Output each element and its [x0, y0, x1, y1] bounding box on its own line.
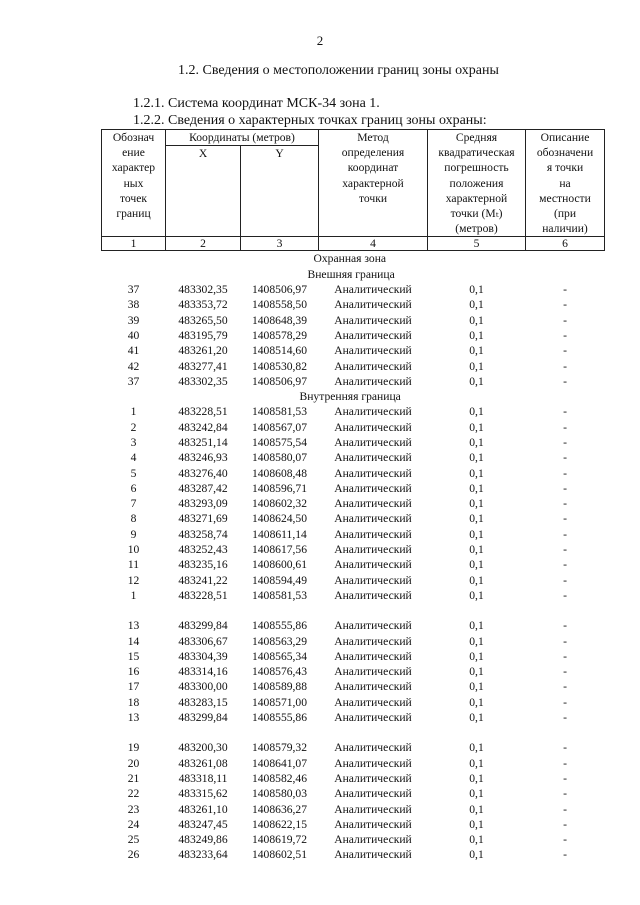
- point-number-cell: 8: [130, 512, 137, 526]
- coord-x-cell: 483299,84: [178, 711, 228, 725]
- method-cell: Аналитический: [334, 405, 412, 419]
- mean-error-cell: 0,1: [469, 558, 484, 572]
- mean-error-cell: 0,1: [469, 787, 484, 801]
- point-number-cell: 13: [127, 619, 140, 633]
- mean-error-cell: 0,1: [469, 313, 484, 327]
- description-cell: -: [563, 283, 567, 297]
- coord-x-cell: 483195,79: [178, 328, 228, 342]
- description-cell: -: [563, 833, 567, 847]
- point-number-cell: 1: [130, 588, 137, 602]
- coord-x-cell: 483276,40: [178, 466, 228, 480]
- column-number: 6: [526, 237, 605, 251]
- point-number-cell: 42: [127, 359, 140, 373]
- table-row: [102, 847, 605, 862]
- coord-x-cell: 483235,16: [178, 558, 228, 572]
- mean-error-cell: 0,1: [469, 481, 484, 495]
- coord-x-cell: 483314,16: [178, 665, 228, 679]
- description-cell: -: [563, 344, 567, 358]
- coord-x-cell: 483306,67: [178, 634, 228, 648]
- description-cell: -: [563, 328, 567, 342]
- point-number-cell: 2: [130, 420, 137, 434]
- description-cell: -: [563, 771, 567, 785]
- zone-title-row: [102, 251, 605, 267]
- description-cell: -: [563, 711, 567, 725]
- column-number: 3: [241, 237, 319, 251]
- coord-y-cell: 1408579,32: [251, 741, 308, 755]
- table-row: [102, 435, 605, 450]
- outer-boundary-title: Внешняя граница: [307, 267, 395, 281]
- coord-x-cell: 483299,84: [178, 619, 228, 633]
- method-cell: Аналитический: [334, 848, 412, 862]
- table-row: [102, 557, 605, 572]
- point-number-cell: 6: [130, 481, 137, 495]
- header-description: Описание обозначени я точки на местности (при наличии): [526, 130, 605, 237]
- coord-y-cell: 1408506,97: [251, 374, 308, 388]
- coord-x-cell: 483261,08: [178, 756, 228, 770]
- coord-y-cell: 1408596,71: [251, 481, 308, 495]
- method-cell: Аналитический: [334, 283, 412, 297]
- coord-x-cell: 483271,69: [178, 512, 228, 526]
- coord-x-cell: 483228,51: [178, 588, 228, 602]
- coord-y-cell: 1408636,27: [251, 802, 308, 816]
- coord-y-cell: 1408581,53: [251, 405, 308, 419]
- mean-error-cell: 0,1: [469, 435, 484, 449]
- mean-error-cell: 0,1: [469, 405, 484, 419]
- table-row: [102, 542, 605, 557]
- method-cell: Аналитический: [334, 298, 412, 312]
- group-spacer: [102, 725, 605, 740]
- method-cell: Аналитический: [334, 588, 412, 602]
- point-number-cell: 22: [127, 787, 140, 801]
- point-number-cell: 37: [127, 283, 140, 297]
- mean-error-cell: 0,1: [469, 344, 484, 358]
- mean-error-cell: 0,1: [469, 543, 484, 557]
- table-row: [102, 634, 605, 649]
- point-number-cell: 16: [127, 665, 140, 679]
- coord-x-cell: 483293,09: [178, 497, 228, 511]
- table-row: [102, 710, 605, 725]
- coord-x-cell: 483242,84: [178, 420, 228, 434]
- coord-x-cell: 483200,30: [178, 741, 228, 755]
- method-cell: Аналитический: [334, 665, 412, 679]
- description-cell: -: [563, 756, 567, 770]
- method-cell: Аналитический: [334, 313, 412, 327]
- table-row: [102, 282, 605, 297]
- coord-x-cell: 483353,72: [178, 298, 228, 312]
- description-cell: -: [563, 634, 567, 648]
- method-cell: Аналитический: [334, 497, 412, 511]
- mean-error-cell: 0,1: [469, 573, 484, 587]
- description-cell: -: [563, 649, 567, 663]
- mean-error-cell: 0,1: [469, 649, 484, 663]
- header-x: X: [166, 146, 241, 237]
- coord-x-cell: 483300,00: [178, 680, 228, 694]
- point-number-cell: 7: [130, 497, 137, 511]
- coord-y-cell: 1408648,39: [251, 313, 308, 327]
- method-cell: Аналитический: [334, 527, 412, 541]
- mean-error-cell: 0,1: [469, 283, 484, 297]
- coord-y-cell: 1408565,34: [251, 649, 308, 663]
- coord-y-cell: 1408575,54: [251, 435, 308, 449]
- coord-x-cell: 483251,14: [178, 435, 228, 449]
- coord-y-cell: 1408580,03: [251, 787, 308, 801]
- coord-y-cell: 1408581,53: [251, 588, 308, 602]
- coord-x-cell: 483247,45: [178, 817, 228, 831]
- description-cell: -: [563, 466, 567, 480]
- mean-error-cell: 0,1: [469, 634, 484, 648]
- coord-y-cell: 1408558,50: [251, 298, 308, 312]
- point-number-cell: 17: [127, 680, 140, 694]
- point-number-cell: 39: [127, 313, 140, 327]
- table-row: [102, 359, 605, 374]
- coord-y-cell: 1408611,14: [252, 527, 307, 541]
- coord-y-cell: 1408641,07: [251, 756, 308, 770]
- method-cell: Аналитический: [334, 420, 412, 434]
- table-row: [102, 404, 605, 419]
- coord-y-cell: 1408617,56: [251, 543, 308, 557]
- description-cell: -: [563, 665, 567, 679]
- description-cell: -: [563, 435, 567, 449]
- point-number-cell: 9: [130, 527, 137, 541]
- coord-y-cell: 1408567,07: [251, 420, 308, 434]
- table-row: [102, 664, 605, 679]
- table-row: [102, 466, 605, 481]
- coord-y-cell: 1408514,60: [251, 344, 308, 358]
- point-number-cell: 24: [127, 817, 140, 831]
- coord-y-cell: 1408580,07: [251, 451, 308, 465]
- subsection-characteristic-points: 1.2.2. Сведения о характерных точках границ зоны охраны:: [133, 113, 487, 128]
- coord-y-cell: 1408600,61: [251, 558, 308, 572]
- mean-error-cell: 0,1: [469, 588, 484, 602]
- coord-x-cell: 483315,62: [178, 787, 228, 801]
- point-number-cell: 4: [130, 451, 137, 465]
- table-row: [102, 817, 605, 832]
- method-cell: Аналитический: [334, 771, 412, 785]
- coord-y-cell: 1408622,15: [251, 817, 308, 831]
- coord-y-cell: 1408589,88: [251, 680, 308, 694]
- coord-y-cell: 1408624,50: [251, 512, 308, 526]
- column-number: 4: [319, 237, 428, 251]
- method-cell: Аналитический: [334, 833, 412, 847]
- table-row: [102, 527, 605, 542]
- header-point-designation: Обознач ение характер ных точек границ: [102, 130, 166, 237]
- point-number-cell: 5: [130, 466, 137, 480]
- table-row: [102, 343, 605, 358]
- table-row: [102, 786, 605, 801]
- description-cell: -: [563, 817, 567, 831]
- coord-x-cell: 483261,10: [178, 802, 228, 816]
- coord-y-cell: 1408576,43: [251, 665, 308, 679]
- mean-error-cell: 0,1: [469, 848, 484, 862]
- table-row: [102, 649, 605, 664]
- description-cell: -: [563, 588, 567, 602]
- subsection-coordinate-system: 1.2.1. Система координат МСК-34 зона 1.: [133, 96, 380, 111]
- column-number: 5: [428, 237, 526, 251]
- point-number-cell: 25: [127, 833, 140, 847]
- table-row: [102, 328, 605, 343]
- mean-error-cell: 0,1: [469, 695, 484, 709]
- table-row: [102, 481, 605, 496]
- method-cell: Аналитический: [334, 787, 412, 801]
- mean-error-cell: 0,1: [469, 298, 484, 312]
- coord-x-cell: 483252,43: [178, 543, 228, 557]
- mean-error-cell: 0,1: [469, 374, 484, 388]
- point-number-cell: 18: [127, 695, 140, 709]
- description-cell: -: [563, 802, 567, 816]
- method-cell: Аналитический: [334, 466, 412, 480]
- mean-error-cell: 0,1: [469, 741, 484, 755]
- mean-error-cell: 0,1: [469, 359, 484, 373]
- coord-x-cell: 483283,15: [178, 695, 228, 709]
- description-cell: -: [563, 558, 567, 572]
- table-row: [102, 511, 605, 526]
- table-row: [102, 420, 605, 435]
- coord-y-cell: 1408530,82: [251, 359, 308, 373]
- table-row: [102, 496, 605, 511]
- method-cell: Аналитический: [334, 558, 412, 572]
- mean-error-cell: 0,1: [469, 756, 484, 770]
- group-spacer-cell: [102, 725, 605, 740]
- description-cell: -: [563, 741, 567, 755]
- description-cell: -: [563, 298, 567, 312]
- zone-title: Охранная зона: [313, 252, 387, 266]
- method-cell: Аналитический: [334, 328, 412, 342]
- coord-x-cell: 483287,42: [178, 481, 228, 495]
- coord-x-cell: 483258,74: [178, 527, 228, 541]
- mean-error-cell: 0,1: [469, 451, 484, 465]
- coord-x-cell: 483318,11: [178, 771, 228, 785]
- mean-error-cell: 0,1: [469, 833, 484, 847]
- method-cell: Аналитический: [334, 344, 412, 358]
- table-row: [102, 618, 605, 633]
- method-cell: Аналитический: [334, 817, 412, 831]
- point-number-cell: 21: [127, 771, 140, 785]
- table-row: [102, 802, 605, 817]
- coord-x-cell: 483228,51: [178, 405, 228, 419]
- method-cell: Аналитический: [334, 802, 412, 816]
- description-cell: -: [563, 451, 567, 465]
- coord-y-cell: 1408555,86: [251, 711, 308, 725]
- table-row: [102, 740, 605, 755]
- method-cell: Аналитический: [334, 481, 412, 495]
- method-cell: Аналитический: [334, 435, 412, 449]
- coord-x-cell: 483241,22: [178, 573, 228, 587]
- method-cell: Аналитический: [334, 619, 412, 633]
- method-cell: Аналитический: [334, 543, 412, 557]
- table-row: [102, 297, 605, 312]
- method-cell: Аналитический: [334, 573, 412, 587]
- coord-y-cell: 1408594,49: [251, 573, 308, 587]
- table-row: [102, 573, 605, 588]
- coord-x-cell: 483304,39: [178, 649, 228, 663]
- method-cell: Аналитический: [334, 695, 412, 709]
- method-cell: Аналитический: [334, 649, 412, 663]
- method-cell: Аналитический: [334, 374, 412, 388]
- coord-y-cell: 1408571,00: [251, 695, 308, 709]
- header-y: Y: [241, 146, 319, 237]
- description-cell: -: [563, 359, 567, 373]
- table-row: [102, 374, 605, 389]
- description-cell: -: [563, 695, 567, 709]
- table-row: [102, 695, 605, 710]
- point-number-cell: 23: [127, 802, 140, 816]
- mean-error-cell: 0,1: [469, 802, 484, 816]
- inner-boundary-title-row: [102, 389, 605, 404]
- mean-error-cell: 0,1: [469, 328, 484, 342]
- description-cell: -: [563, 527, 567, 541]
- coord-y-cell: 1408563,29: [251, 634, 308, 648]
- description-cell: -: [563, 619, 567, 633]
- description-cell: -: [563, 787, 567, 801]
- table-header-row: [102, 130, 605, 146]
- table-row: [102, 679, 605, 694]
- description-cell: -: [563, 313, 567, 327]
- method-cell: Аналитический: [334, 741, 412, 755]
- mean-error-cell: 0,1: [469, 619, 484, 633]
- description-cell: -: [563, 497, 567, 511]
- point-number-cell: 19: [127, 741, 140, 755]
- description-cell: -: [563, 374, 567, 388]
- point-number-cell: 11: [127, 558, 140, 572]
- header-mean-error: Средняя квадратическая погрешность положения характерной точки (Mₜ) (метров): [428, 130, 526, 237]
- method-cell: Аналитический: [334, 451, 412, 465]
- table-row: [102, 832, 605, 847]
- point-number-cell: 20: [127, 756, 140, 770]
- header-coordinates-group: Координаты (метров): [166, 130, 319, 146]
- point-number-cell: 37: [127, 374, 140, 388]
- coord-y-cell: 1408578,29: [251, 328, 308, 342]
- coord-y-cell: 1408602,51: [251, 848, 308, 862]
- header-method: Метод определения координат характерной точки: [319, 130, 428, 237]
- method-cell: Аналитический: [334, 359, 412, 373]
- point-number-cell: 10: [127, 543, 140, 557]
- point-number-cell: 14: [127, 634, 140, 648]
- description-cell: -: [563, 420, 567, 434]
- method-cell: Аналитический: [334, 680, 412, 694]
- section-heading: 1.2. Сведения о местоположении границ зоны охраны: [178, 63, 499, 78]
- description-cell: -: [563, 680, 567, 694]
- table-row: [102, 771, 605, 786]
- description-cell: -: [563, 405, 567, 419]
- coord-x-cell: 483302,35: [178, 283, 228, 297]
- point-number-cell: 26: [127, 848, 140, 862]
- mean-error-cell: 0,1: [469, 665, 484, 679]
- column-number: 2: [166, 237, 241, 251]
- column-number-row: [102, 237, 605, 251]
- description-cell: -: [563, 848, 567, 862]
- point-number-cell: 3: [130, 435, 137, 449]
- coord-x-cell: 483261,20: [178, 344, 228, 358]
- point-number-cell: 13: [127, 711, 140, 725]
- mean-error-cell: 0,1: [469, 680, 484, 694]
- description-cell: -: [563, 512, 567, 526]
- table-row: [102, 588, 605, 603]
- point-number-cell: 40: [127, 328, 140, 342]
- coord-y-cell: 1408582,46: [251, 771, 308, 785]
- column-number: 1: [102, 237, 166, 251]
- coord-x-cell: 483249,86: [178, 833, 228, 847]
- inner-boundary-title: Внутренняя граница: [299, 390, 401, 404]
- coord-x-cell: 483277,41: [178, 359, 228, 373]
- coord-x-cell: 483302,35: [178, 374, 228, 388]
- mean-error-cell: 0,1: [469, 497, 484, 511]
- point-number-cell: 15: [127, 649, 140, 663]
- point-number-cell: 41: [127, 344, 140, 358]
- coord-y-cell: 1408506,97: [251, 283, 308, 297]
- table-row: [102, 756, 605, 771]
- coord-x-cell: 483265,50: [178, 313, 228, 327]
- table-row: [102, 450, 605, 465]
- coord-y-cell: 1408602,32: [251, 497, 308, 511]
- page-number: 2: [316, 33, 324, 48]
- coord-y-cell: 1408619,72: [251, 833, 308, 847]
- description-cell: -: [563, 543, 567, 557]
- description-cell: -: [563, 481, 567, 495]
- boundary-points-table: [101, 129, 605, 863]
- mean-error-cell: 0,1: [469, 466, 484, 480]
- description-cell: -: [563, 573, 567, 587]
- coord-x-cell: 483233,64: [178, 848, 228, 862]
- method-cell: Аналитический: [334, 634, 412, 648]
- mean-error-cell: 0,1: [469, 771, 484, 785]
- mean-error-cell: 0,1: [469, 420, 484, 434]
- outer-boundary-title-row: [102, 267, 605, 282]
- mean-error-cell: 0,1: [469, 512, 484, 526]
- point-number-cell: 12: [127, 573, 140, 587]
- coord-y-cell: 1408608,48: [251, 466, 308, 480]
- point-number-cell: 1: [130, 405, 137, 419]
- table-row: [102, 313, 605, 328]
- method-cell: Аналитический: [334, 512, 412, 526]
- mean-error-cell: 0,1: [469, 711, 484, 725]
- coord-y-cell: 1408555,86: [251, 619, 308, 633]
- group-spacer: [102, 603, 605, 618]
- group-spacer-cell: [102, 603, 605, 618]
- point-number-cell: 38: [127, 298, 140, 312]
- method-cell: Аналитический: [334, 711, 412, 725]
- mean-error-cell: 0,1: [469, 817, 484, 831]
- method-cell: Аналитический: [334, 756, 412, 770]
- mean-error-cell: 0,1: [469, 527, 484, 541]
- coord-x-cell: 483246,93: [178, 451, 228, 465]
